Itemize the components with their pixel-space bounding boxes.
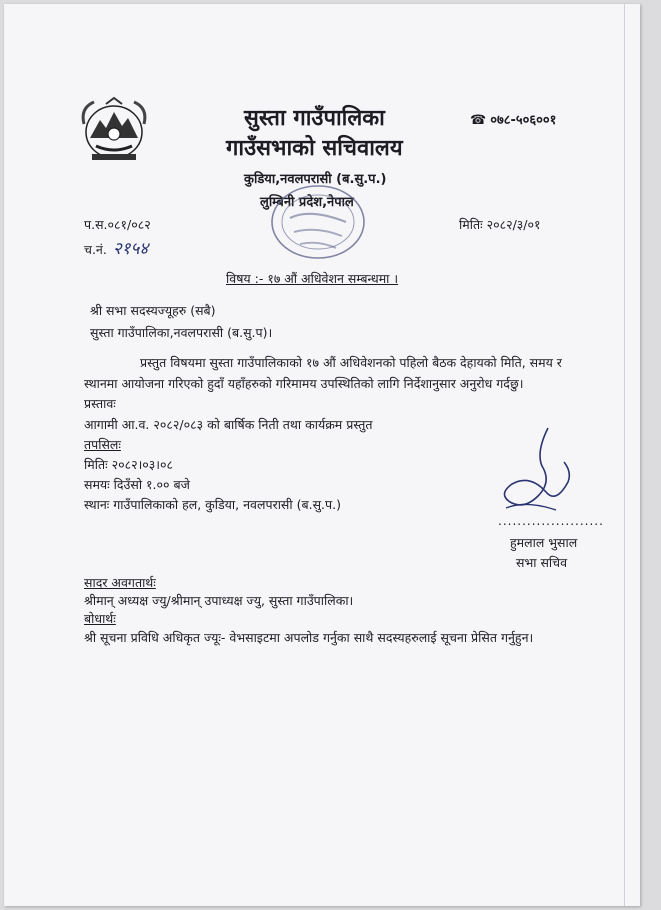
- handwritten-signature-icon: [486, 422, 578, 522]
- page-edge-line: [624, 4, 625, 906]
- office-name: सुस्ता गाउँपालिका: [244, 106, 385, 131]
- meeting-date: मितिः २०८२।०३।०८: [84, 457, 174, 472]
- letter-page: [4, 4, 640, 906]
- reference-number: प.स.०८१/०८२: [84, 217, 151, 232]
- dispatch-number: [84, 236, 148, 259]
- cc-information-label: सादर अवगतार्थः: [84, 575, 156, 590]
- dispatch-label: च.नं.: [84, 242, 107, 257]
- signature-dotted-line: ......................: [498, 514, 604, 528]
- signatory-title: सभा सचिव: [516, 555, 568, 570]
- office-subtitle: गाउँसभाको सचिवालय: [226, 136, 403, 161]
- subject-line: विषय :- १७ औं अधिवेशन सम्बन्धमा ।: [226, 271, 399, 286]
- addressee-line-1: श्री सभा सदस्यज्यूहरु (सबै): [90, 303, 216, 318]
- phone-number: [470, 110, 556, 128]
- cc-information-text: श्रीमान् अध्यक्ष ज्यु/श्रीमान् उपाध्यक्ष ज्यु, सुस्ता गाउँपालिका।: [84, 593, 354, 608]
- body-paragraph-line-2: स्थानमा आयोजना गरिएको हुदाँ यहाँहरुको गरिमामय उपस्थितिको लागि निर्देशानुसार अनुरोध गर्दछु।: [84, 376, 524, 391]
- meeting-time: समयः दिउँसो १.०० बजे: [84, 477, 190, 492]
- signatory-name: हुमलाल भुसाल: [510, 535, 578, 550]
- cc-action-text: श्री सूचना प्रविधि अधिकृत ज्यूः- वेभसाइटमा अपलोड गर्नुका साथै सदस्यहरुलाई सूचना प्रेसित गर्नुहुन।: [84, 630, 534, 645]
- address-line-1: कुडिया,नवलपरासी (ब.सु.प.): [244, 172, 387, 187]
- nepal-emblem-icon: [76, 94, 152, 164]
- telephone-icon: ☎: [470, 113, 487, 128]
- proposal-text: आगामी आ.व. २०८२/०८३ को बार्षिक निती तथा कार्यक्रम प्रस्तुत: [84, 417, 373, 432]
- letter-date: मितिः २०८२/३/०१: [459, 217, 541, 232]
- proposal-label: प्रस्तावः: [84, 396, 116, 411]
- cc-action-label: बोधार्थः: [84, 611, 116, 626]
- body-paragraph-line-1: प्रस्तुत विषयमा सुस्ता गाउँपालिकाको १७ औं अधिवेशनको पहिलो बैठक देहायको मिति, समय र: [140, 355, 562, 370]
- details-label: तपसिलः: [84, 437, 121, 452]
- dispatch-handwritten-number: २१५४: [112, 239, 149, 259]
- meeting-venue: स्थानः गाउँपालिकाको हल, कुडिया, नवलपरासी (ब.सु.प.): [84, 497, 341, 512]
- phone-text: ०७८-५०६००१: [490, 113, 557, 128]
- office-stamp-icon: [250, 178, 368, 264]
- address-line-2: लुम्बिनी प्रदेश,नेपाल: [260, 195, 354, 210]
- addressee-line-2: सुस्ता गाउँपालिका,नवलपरासी (ब.सु.प)।: [90, 325, 273, 340]
